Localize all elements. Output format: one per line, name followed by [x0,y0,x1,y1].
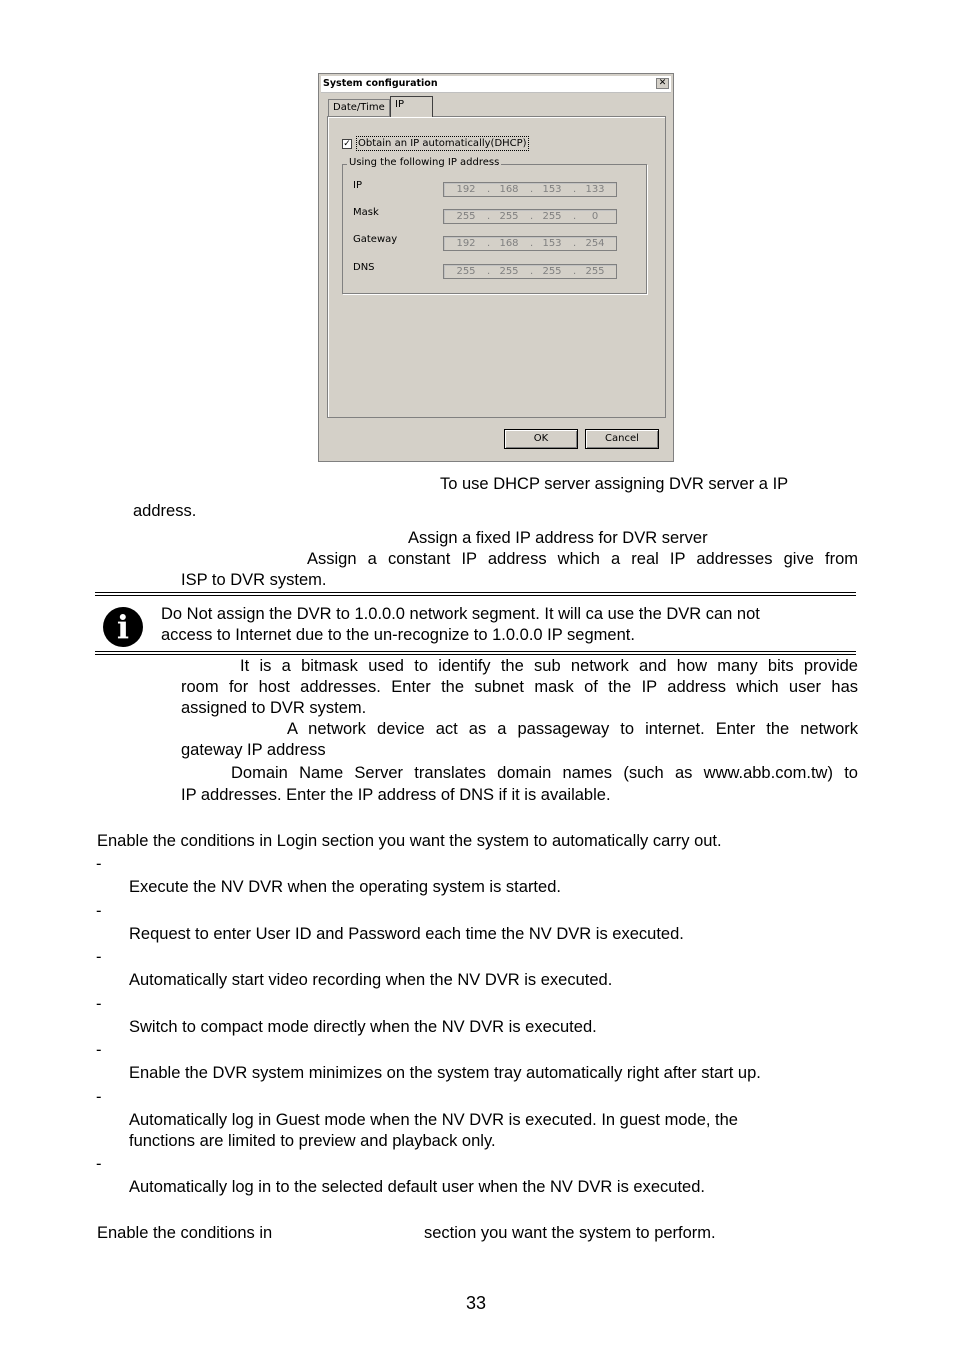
enable-conditions-text-cont: section you want the system to perform. [424,1224,716,1242]
dns-description-cont: IP addresses. Enter the IP address of DNS if it is available. [181,786,611,804]
ip-octet: 192 [456,184,476,195]
list-bullet: - [96,995,102,1013]
gateway-description-cont: gateway IP address [181,741,326,759]
mask-description-cont: room for host addresses. Enter the subnet mask of the IP address which user has [181,678,858,696]
login-item-description: Switch to compact mode directly when the NV DVR is executed. [129,1018,597,1036]
tab-date-time[interactable]: Date/Time [328,99,390,117]
list-bullet: - [96,1041,102,1059]
octet-separator: . [573,184,577,195]
list-bullet: - [96,948,102,966]
system-configuration-dialog [318,73,674,462]
octet-separator: . [487,238,491,249]
login-item-description: Enable the DVR system minimizes on the system tray automatically right after start up. [129,1064,761,1082]
ip-label: IP [353,180,362,191]
mask-label: Mask [353,207,379,218]
list-bullet: - [96,1155,102,1173]
close-icon: ✕ [658,78,667,88]
gateway-octet: 254 [585,238,605,249]
login-item-description: Request to enter User ID and Password each time the NV DVR is executed. [129,925,684,943]
ip-address-field[interactable] [443,182,617,197]
note-bottom-rule [95,651,856,652]
ip-description-cont: ISP to DVR system. [181,571,327,589]
gateway-label: Gateway [353,234,398,245]
octet-separator: . [530,266,534,277]
dns-address-field[interactable] [443,264,617,279]
gateway-address-field[interactable] [443,236,617,251]
enable-conditions-text: Enable the conditions in [97,1224,273,1242]
octet-separator: . [487,266,491,277]
note-text-cont: access to Internet due to the un-recognize to 1.0.0.0 IP segment. [161,626,635,644]
static-ip-group-title: Using the following IP address [349,157,500,168]
dhcp-description: To use DHCP server assigning DVR server a IP [440,475,789,493]
list-bullet: - [96,902,102,920]
dialog-titlebar [321,76,671,93]
ip-description: Assign a constant IP address which a real IP addresses give from [307,550,858,568]
dns-octet: 255 [585,266,605,277]
dns-octet: 255 [499,266,519,277]
login-item-description: Automatically log in to the selected default user when the NV DVR is executed. [129,1178,705,1196]
mask-octet: 255 [542,211,562,222]
note-top-rule-2 [95,595,856,596]
ip-tab-panel [327,116,666,418]
gateway-octet: 168 [499,238,519,249]
ip-octet: 133 [585,184,605,195]
octet-separator: . [487,211,491,222]
mask-address-field[interactable] [443,209,617,224]
dhcp-description-cont: address. [133,502,197,520]
dhcp-checkbox[interactable] [342,139,352,149]
mask-description-end: assigned to DVR system. [181,699,367,717]
login-item-description: Automatically start video recording when the NV DVR is executed. [129,971,613,989]
mask-description: It is a bitmask used to identify the sub network and how many bits provide [240,657,858,675]
note-top-rule [95,592,856,593]
gateway-description: A network device act as a passageway to internet. Enter the network [287,720,858,738]
octet-separator: . [487,184,491,195]
dialog-title: System configuration [323,78,438,89]
info-icon: i [103,607,143,647]
dns-label: DNS [353,262,375,273]
list-bullet: - [96,1088,102,1106]
static-ip-group [342,157,647,294]
octet-separator: . [573,238,577,249]
list-bullet: - [96,855,102,873]
dhcp-checkbox-label[interactable]: Obtain an IP automatically(DHCP) [358,138,527,149]
octet-separator: . [530,238,534,249]
fixed-ip-description: Assign a fixed IP address for DVR server [408,529,708,547]
octet-separator: . [530,211,534,222]
gateway-octet: 153 [542,238,562,249]
note-text: Do Not assign the DVR to 1.0.0.0 network segment. It will ca use the DVR can not [161,605,760,623]
login-item-description-cont: functions are limited to preview and playback only. [129,1132,496,1150]
octet-separator: . [573,211,577,222]
dns-octet: 255 [542,266,562,277]
page-number: 33 [466,1293,487,1313]
ok-button[interactable]: OK [504,429,578,449]
login-intro: Enable the conditions in Login section you want the system to automatically carry out. [97,832,722,850]
tab-ip[interactable]: IP [390,96,433,117]
mask-octet: 0 [591,211,599,222]
gateway-octet: 192 [456,238,476,249]
mask-octet: 255 [499,211,519,222]
ip-octet: 168 [499,184,519,195]
cancel-button[interactable]: Cancel [585,429,659,449]
login-item-description: Automatically log in Guest mode when the NV DVR is executed. In guest mode, the [129,1111,738,1129]
checkmark-icon: ✓ [343,139,351,149]
ip-octet: 153 [542,184,562,195]
octet-separator: . [573,266,577,277]
note-bottom-rule-2 [95,654,856,655]
login-item-description: Execute the NV DVR when the operating system is started. [129,878,561,896]
octet-separator: . [530,184,534,195]
close-button[interactable] [656,78,669,89]
mask-octet: 255 [456,211,476,222]
dns-description: Domain Name Server translates domain names (such as www.abb.com.tw) to [231,764,858,782]
dns-octet: 255 [456,266,476,277]
